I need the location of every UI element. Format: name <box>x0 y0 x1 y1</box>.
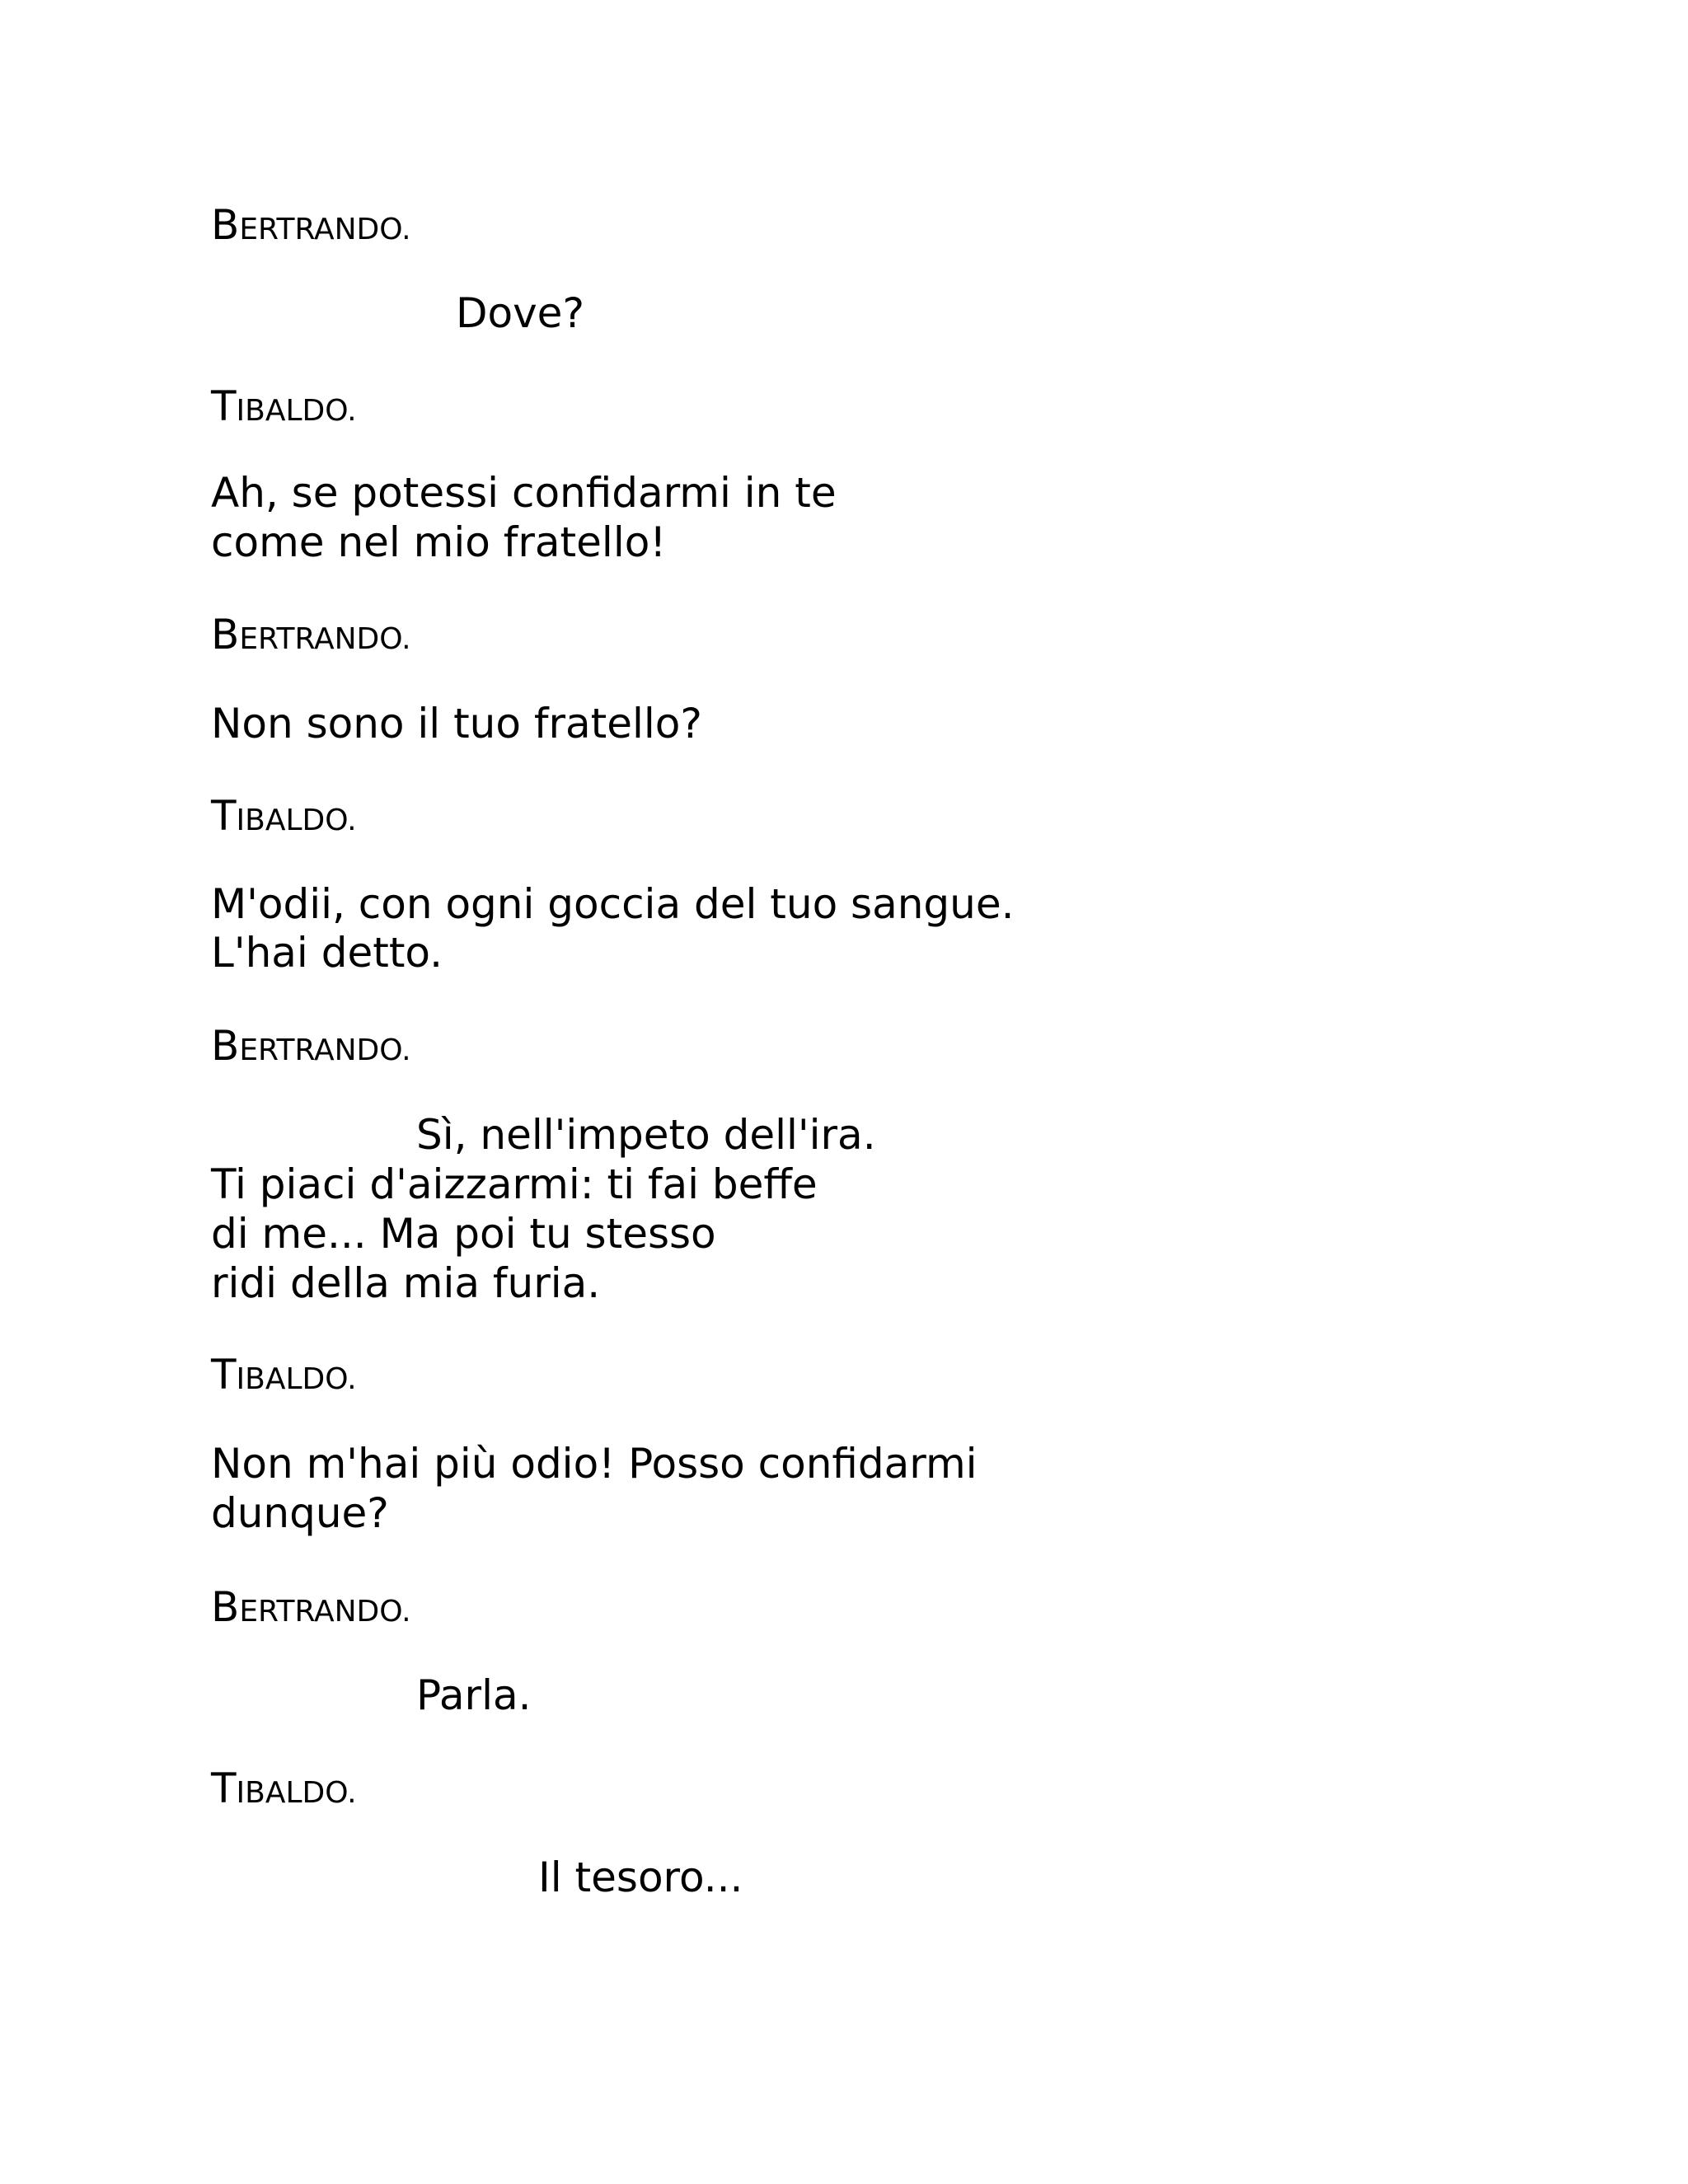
speaker-name-rest: IBALDO. <box>236 1362 357 1396</box>
speaker-initial: B <box>211 1583 240 1631</box>
speaker-name <box>211 611 411 660</box>
speaker-name <box>211 792 357 841</box>
dialogue-line: Ah, se potessi confidarmi in te <box>211 469 837 517</box>
speaker-name <box>211 1765 357 1814</box>
dialogue-line: ridi della mia furia. <box>211 1259 601 1307</box>
dialogue-line: Il tesoro... <box>538 1854 743 1901</box>
speaker-initial: B <box>211 1022 240 1070</box>
dialogue-line: Non sono il tuo fratello? <box>211 700 702 748</box>
dialogue-line: Sì, nell'impeto dell'ira. <box>416 1111 876 1159</box>
speaker-name-rest: ERTRANDO. <box>239 213 411 246</box>
dialogue-line: Parla. <box>416 1671 532 1719</box>
speaker-initial: T <box>211 1765 237 1812</box>
speaker-name-rest: IBALDO. <box>236 804 357 837</box>
dialogue-line: M'odii, con ogni goccia del tuo sangue. <box>211 880 1015 928</box>
dialogue-line: Non m'hai più odio! Posso confidarmi <box>211 1440 978 1488</box>
speaker-initial: B <box>211 201 240 249</box>
speaker-name <box>211 1022 411 1071</box>
speaker-name-rest: ERTRANDO. <box>239 622 411 656</box>
speaker-name-rest: IBALDO. <box>236 1776 357 1810</box>
speaker-name <box>211 201 411 251</box>
speaker-initial: T <box>211 792 237 840</box>
dialogue-line: Ti piaci d'aizzarmi: ti fai beffe <box>211 1160 818 1208</box>
dialogue-line: di me... Ma poi tu stesso <box>211 1210 716 1258</box>
dialogue-line: L'hai detto. <box>211 929 443 977</box>
dialogue-line: dunque? <box>211 1489 389 1537</box>
speaker-name <box>211 1583 411 1633</box>
speaker-initial: T <box>211 1351 237 1399</box>
speaker-initial: B <box>211 611 240 658</box>
dialogue-line: come nel mio fratello! <box>211 518 667 566</box>
speaker-name <box>211 382 357 432</box>
speaker-name <box>211 1351 357 1400</box>
dialogue-line: Dove? <box>456 289 584 337</box>
speaker-name-rest: IBALDO. <box>236 394 357 428</box>
speaker-initial: T <box>211 382 237 430</box>
speaker-name-rest: ERTRANDO. <box>239 1595 411 1629</box>
speaker-name-rest: ERTRANDO. <box>239 1033 411 1067</box>
